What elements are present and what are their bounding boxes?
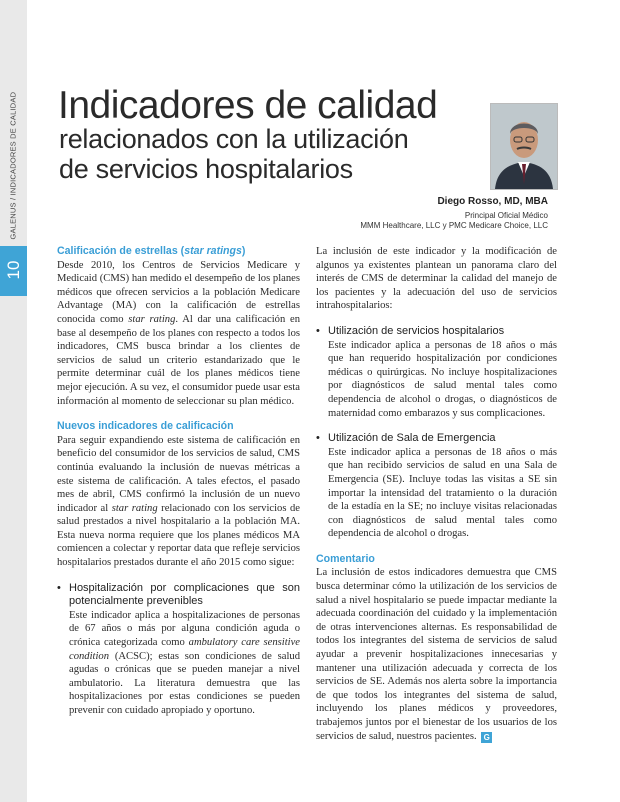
bullet-icon: •: [316, 324, 320, 337]
section-heading-new-indicators: Nuevos indicadores de calificación: [57, 420, 234, 433]
paragraph-commentary: La inclusión de estos indicadores demuestra que CMS busca determinar cómo la utilización de los servicios de salud a nivel hospitalario se puede impactar mediante la adecuada coordinación del cuidado y la implementación de otras intervenciones alternas. Es responsabilidad de todos los integrantes del sistema de servicios de salud ayudar a prevenir hospitalizaciones innecesarias y mantener una utilización adecuada y correcta de los servicios de SE. Además nos alerta sobre la importancia de que todos los integrantes del sistema de salud, incluyendo los planes médicos y proveedores, trabajemos juntos por el bienestar de los usuarios de los servicios de salud, nuestros pacientes. G: [316, 567, 557, 742]
section-label: GALENUS / INDICADORES DE CALIDAD: [8, 91, 18, 240]
bullet-title-hospital-utilization: • Utilización de servicios hospitalarios: [316, 324, 505, 337]
bullet-title-preventable-hospitalization: • Hospitalización por complicaciones que son potencialmente prevenibles: [57, 581, 300, 608]
paragraph-intro-right: La inclusión de este indicador y la modificación de algunos ya existentes plantean un panorama claro del interés de CMS de determinar la calidad del manejo de los pacientes y la adecuación del uso de servicios intrahospitalarios:: [316, 246, 557, 312]
author-role: [360, 211, 548, 231]
author-portrait-icon: [491, 104, 557, 189]
bullet-title-emergency-room: • Utilización de Sala de Emergencia: [316, 432, 496, 445]
subtitle-line-1: relacionados con la utilización: [59, 124, 409, 154]
bullet-body-preventable-hospitalization: Este indicador aplica a hospitalizaciones de personas de 67 años o más por alguna condición aguda o crónica categorizada como ambulatory care sensitive condition (ACSC); estas son condiciones de salud agudas o crónicas que se pueden manejar a nivel ambulatorio. La literatura demuestra que las hospitalizaciones por estas condiciones se pueden prevenir con cuidado apropiado y oportuno.: [69, 609, 300, 716]
page-subtitle: [59, 124, 408, 184]
author-role-line-2: MMM Healthcare, LLC y PMC Medicare Choice, LLC: [360, 221, 548, 230]
bullet-body-hospital-utilization: Este indicador aplica a personas de 18 años o más que han requerido hospitalización por condiciones médicas o quirúrgicas. No incluye hospitalizaciones por diagnósticos de salud mental tales como dependencia de alcohol o drogas, o diagnósticos de maternidad como embarazos y sus complicaciones.: [328, 339, 557, 419]
bullet-body-emergency-room: Este indicador aplica a personas de 18 años o más que han recibido servicios de salud en una Sala de Emergencia (SE). Incluye todas las visitas a SE sin importar la intensidad del tratamiento o la duración de la estadía en la SE; no incluye visitas relacionadas con diagnósticos de salud mental tales como dependencia de alcohol o drogas.: [328, 446, 557, 540]
bullet-icon: •: [316, 432, 320, 445]
paragraph-star-ratings: Desde 2010, los Centros de Servicios Medicare y Medicaid (CMS) han medido el desempeño de los planes médicos que ofrecen servicios a la población Medicare Advantage (MA) con la calificación de estrellas conocida como star rating. Al dar una calificación en base al desempeño de los planes con respecto a todos los indicadores, CMS busca brindar a los clientes de servicios de salud un criterio estandarizado que le permite determinar cuál de los planes médicos tiene mejor ejecución. A su vez, el consumidor puede usar esta información al momento de seleccionar su plan médico.: [57, 259, 300, 407]
paragraph-new-indicators: Para seguir expandiendo este sistema de calificación en beneficio del consumidor de los servicios de salud, CMS continúa evaluando la inclusión de nuevas métricas a este sistema de calificación. A tales efectos, el pasado mes de abril, CMS confirmó la inclusión de un nuevo indicador al star rating relacionado con los servicios de salud prestados a nivel hospitalario a la población MA. Esta nueva norma requiere que los planes médicos MA comiencen a colectar y reportar data que refleje servicios hospitalarios prestados durante el año 2015 como sigue:: [57, 434, 301, 569]
sidebar: [0, 0, 27, 802]
page-title: Indicadores de calidad: [58, 84, 438, 127]
page-number-tab: [0, 246, 27, 296]
right-column: [316, 245, 557, 743]
bullet-icon: •: [57, 581, 61, 594]
author-role-line-1: Principal Oficial Médico: [464, 211, 548, 220]
subtitle-line-2: de servicios hospitalarios: [59, 154, 353, 184]
page-number: 10: [4, 260, 23, 280]
section-heading-commentary: Comentario: [316, 552, 375, 565]
author-name: Diego Rosso, MD, MBA: [437, 196, 548, 207]
author-photo: [490, 103, 558, 190]
left-column: [57, 245, 300, 718]
section-heading-star-ratings: Calificación de estrellas (star ratings): [57, 245, 246, 257]
end-of-article-icon: G: [481, 732, 492, 743]
